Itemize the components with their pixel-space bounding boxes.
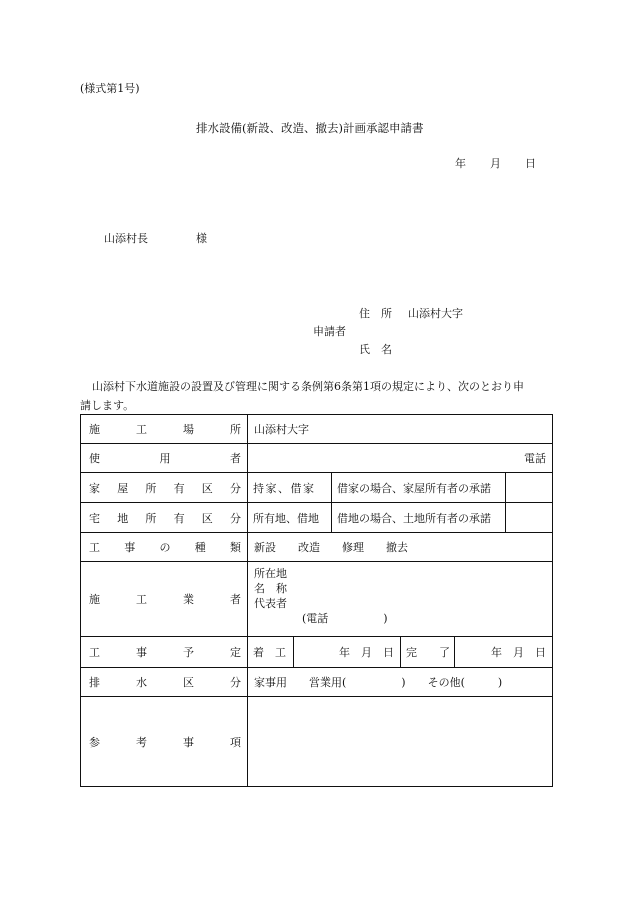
label-char: 事 [136,646,147,659]
label-char: 有 [173,481,185,495]
house-owner-consent-field[interactable] [506,473,552,502]
applicant-role: 申請者 [313,325,346,338]
label-char: 施 [89,593,100,606]
label-char: の [159,541,171,554]
contractor-rep-label: 代表者 [254,597,287,610]
row-drainage-type [81,668,553,697]
row-house-ownership [81,473,553,503]
date-month-label: 月 [490,157,501,170]
contractor-address-label: 所在地 [254,567,287,580]
contractor-name-label: 名 称 [254,582,287,595]
label-char: 排 [89,676,100,689]
label-char: 定 [230,646,241,659]
intro-line-1: 山添村下水道施設の設置及び管理に関する条例第6条第1項の規定により、次のとおり申 [92,380,524,393]
value-construction-site[interactable]: 山添村大字 [248,415,553,444]
value-remarks[interactable] [248,697,553,787]
label-char: 事 [183,735,194,749]
value-schedule [248,637,553,668]
label-contractor [81,562,248,637]
value-land-ownership [248,503,553,533]
addressee-name: 山添村長 [104,232,148,245]
document-title: 排水設備(新設、改造、撤去)計画承認申請書 [196,121,424,135]
land-owner-consent-label: 借地の場合、土地所有者の承諾 [332,503,506,532]
label-land-ownership [81,503,248,533]
value-drainage-type[interactable]: 家事用 営業用( ) その他( ) [248,668,553,697]
date-year-label: 年 [455,157,466,170]
form-number: (様式第1号) [80,82,140,95]
label-char: 項 [230,735,241,749]
label-char: 屋 [117,481,129,495]
label-char: 分 [229,481,241,495]
label-char: 者 [230,593,241,606]
label-char: 分 [230,676,241,689]
value-contractor[interactable] [248,562,553,637]
label-char: 所 [145,481,157,495]
land-owner-consent-field[interactable] [506,503,552,532]
label-house-ownership [81,473,248,503]
end-label: 完 了 [401,637,455,667]
label-char: 工 [89,541,100,554]
label-char: 有 [173,511,185,525]
label-char: 工 [136,593,147,606]
label-char: 参 [89,735,100,749]
addressee-honorific: 様 [196,232,207,245]
row-user [81,444,553,473]
row-contractor [81,562,553,637]
label-char: 施 [89,423,100,436]
label-construction-site [81,415,248,444]
value-work-type[interactable]: 新設 改造 修理 撤去 [248,533,553,562]
label-char: 地 [117,511,129,525]
label-char: 者 [230,452,241,465]
end-date-field[interactable]: 年 月 日 [491,646,546,659]
label-drainage-type [81,668,248,697]
house-ownership-choice[interactable]: 持家、借家 [248,473,332,502]
applicant-name-label: 氏 名 [359,343,392,356]
label-char: 分 [229,511,241,525]
applicant-address-value: 山添村大字 [408,307,463,320]
label-char: 宅 [89,511,100,525]
label-char: 業 [183,593,194,606]
label-char: 家 [89,481,100,495]
row-construction-site [81,415,553,444]
label-char: 場 [183,423,194,436]
row-remarks [81,697,553,787]
value-user[interactable] [248,444,553,473]
label-schedule [81,637,248,668]
row-work-type [81,533,553,562]
label-work-type [81,533,248,562]
application-table [80,414,553,787]
label-char: 水 [136,676,147,689]
label-char: 考 [136,735,147,749]
date-day-label: 日 [525,157,536,170]
user-phone-label: 電話 [524,452,546,465]
label-char: 種 [194,541,206,554]
label-char: 工 [89,646,100,659]
start-label: 着 工 [248,637,294,667]
label-char: 区 [201,481,213,495]
label-char: 予 [183,646,194,659]
house-owner-consent-label: 借家の場合、家屋所有者の承諾 [332,473,506,502]
label-char: 事 [124,541,136,554]
label-char: 使 [89,452,100,465]
row-schedule [81,637,553,668]
label-char: 用 [159,452,171,465]
label-char: 類 [230,541,241,554]
label-remarks [81,697,248,787]
label-char: 区 [183,676,194,689]
label-user [81,444,248,473]
label-char: 工 [136,423,147,436]
row-land-ownership [81,503,553,533]
land-ownership-choice[interactable]: 所有地、借地 [248,503,332,532]
value-house-ownership [248,473,553,503]
start-date-field[interactable]: 年 月 日 [294,637,401,667]
contractor-phone: (電話 ) [302,612,388,625]
intro-line-2: 請します。 [80,399,135,412]
label-char: 所 [230,423,241,436]
label-char: 所 [145,511,157,525]
applicant-address-label: 住 所 [359,307,392,320]
label-char: 区 [201,511,213,525]
